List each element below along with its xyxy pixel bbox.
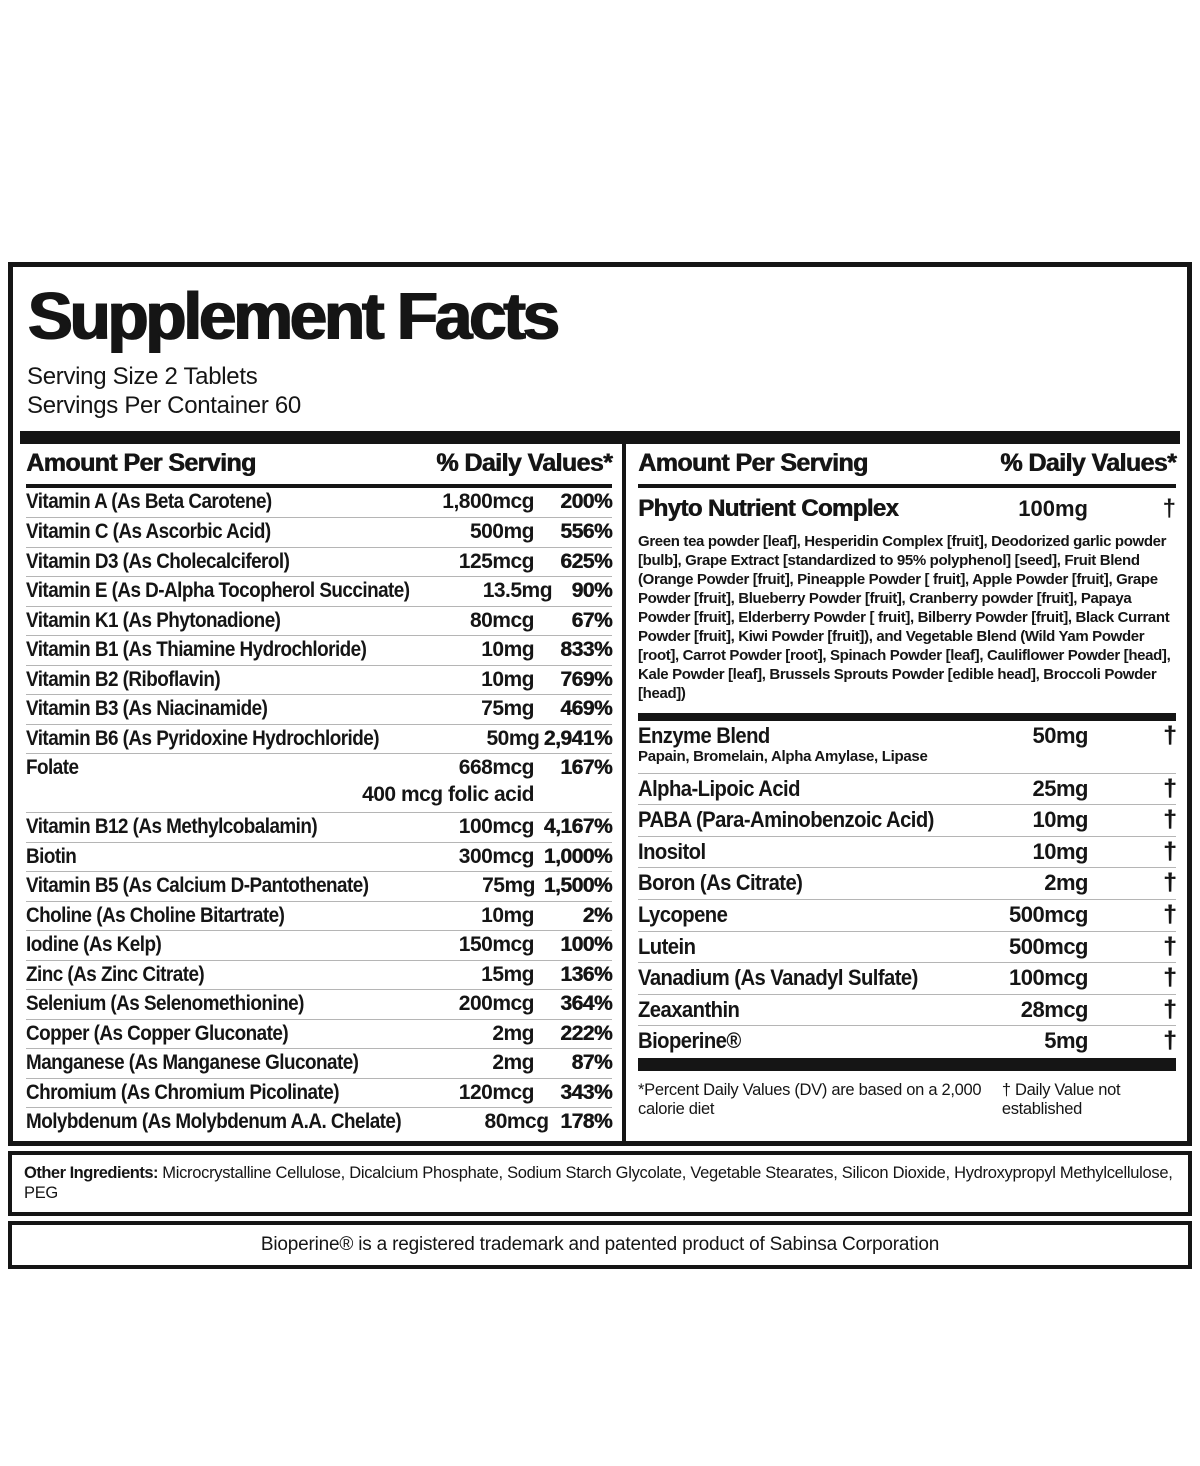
trademark-panel <box>8 1221 1192 1269</box>
right-column-header <box>638 444 1176 488</box>
header-divider-bar <box>20 431 1180 444</box>
table-row <box>638 962 1176 994</box>
main-panel <box>8 262 1192 1146</box>
nutrient-name: Boron (As Citrate) <box>638 870 803 896</box>
nutrient-dv: 100% <box>560 933 612 957</box>
nutrient-dv: 469% <box>560 697 612 721</box>
table-row <box>26 930 612 960</box>
table-row <box>638 931 1176 963</box>
nutrient-subtext: 400 mcg folic acid <box>362 783 534 807</box>
nutrient-amount: 13.5mg <box>482 579 553 603</box>
nutrient-dv: 90% <box>571 579 612 603</box>
nutrient-dv: 87% <box>571 1051 612 1075</box>
table-row <box>638 1025 1176 1057</box>
nutrient-amount: 150mcg <box>458 933 534 957</box>
table-row <box>26 635 612 665</box>
other-ingredients-list: Microcrystalline Cellulose, Dicalcium Phosphate, Sodium Starch Glycolate, Vegetable Stearates, Silicon Dioxide, Hydroxypropyl Methylcellulose, PEG <box>24 1163 1173 1203</box>
nutrient-amount: 500mg <box>469 520 534 544</box>
nutrient-amount: 25mg <box>1032 775 1088 801</box>
nutrient-name: Zinc (As Zinc Citrate) <box>26 962 205 986</box>
nutrient-amount: 80mcg <box>484 1110 549 1134</box>
nutrient-name: Molybdenum (As Molybdenum A.A. Chelate) <box>26 1110 402 1134</box>
right-rows <box>638 721 1176 1057</box>
nutrient-amount: 28mcg <box>1020 996 1088 1022</box>
nutrient-amount: 10mg <box>1032 838 1088 864</box>
nutrient-name: Vitamin B6 (As Pyridoxine Hydrochloride) <box>26 726 379 750</box>
nutrient-dv: 222% <box>560 1021 612 1045</box>
nutrient-amount: 100mcg <box>458 815 534 839</box>
table-row <box>638 867 1176 899</box>
table-row <box>638 721 1176 773</box>
nutrient-dv: 136% <box>560 962 612 986</box>
table-row <box>26 724 612 754</box>
nutrient-amount: 50mg <box>486 726 540 750</box>
right-column <box>626 444 1180 1141</box>
nutrient-amount: 300mcg <box>458 844 534 868</box>
left-column-header <box>26 444 612 488</box>
nutrient-name: Lycopene <box>638 901 728 927</box>
nutrient-amount: 50mg <box>1032 722 1088 748</box>
nutrient-dv: 2% <box>582 903 612 927</box>
dv-not-established-footnote: † Daily Value not established <box>1001 1080 1121 1118</box>
nutrient-dv: 1,500% <box>543 874 612 898</box>
nutrient-dv: 364% <box>560 992 612 1016</box>
nutrient-dv: 4,167% <box>543 815 612 839</box>
nutrient-dv: 1,000% <box>543 844 612 868</box>
table-row <box>26 488 612 518</box>
table-row <box>26 871 612 901</box>
table-row <box>26 842 612 872</box>
daily-values-header: % Daily Values* <box>1000 449 1176 478</box>
nutrient-name: Vitamin B1 (As Thiamine Hydrochloride) <box>26 638 367 662</box>
facts-columns <box>20 444 1180 1141</box>
amount-per-serving-header: Amount Per Serving <box>26 449 256 478</box>
nutrient-amount: 2mg <box>492 1021 534 1045</box>
table-row <box>26 665 612 695</box>
nutrient-name: Inositol <box>638 838 706 864</box>
table-row <box>638 836 1176 868</box>
nutrient-amount: 2mg <box>1044 870 1088 896</box>
nutrient-name: Vitamin B5 (As Calcium D-Pantothenate) <box>26 874 369 898</box>
nutrient-amount: 80mcg <box>469 608 534 632</box>
nutrient-amount: 100mcg <box>1009 965 1088 991</box>
nutrient-dv: † <box>1163 900 1176 928</box>
nutrient-amount: 100mg <box>1018 495 1088 521</box>
nutrient-subtext: Papain, Bromelain, Alpha Amylase, Lipase <box>638 747 928 765</box>
table-row <box>26 694 612 724</box>
table-row <box>638 773 1176 805</box>
nutrient-name: Vitamin B3 (As Niacinamide) <box>26 697 268 721</box>
footnotes <box>638 1071 1176 1119</box>
table-row <box>638 804 1176 836</box>
table-row <box>26 576 612 606</box>
nutrient-name: Manganese (As Manganese Gluconate) <box>26 1051 359 1075</box>
nutrient-amount: 5mg <box>1044 1028 1088 1054</box>
nutrient-name: Alpha-Lipoic Acid <box>638 775 800 801</box>
nutrient-name: Vitamin D3 (As Cholecalciferol) <box>26 549 290 573</box>
nutrient-name: Selenium (As Selenomethionine) <box>26 992 304 1016</box>
table-row <box>26 1107 612 1137</box>
table-row <box>26 606 612 636</box>
footnote-divider-bar <box>638 1058 1176 1071</box>
nutrient-amount: 668mcg <box>458 756 534 780</box>
nutrient-amount: 120mcg <box>458 1080 534 1104</box>
nutrient-amount: 15mg <box>481 962 534 986</box>
nutrient-dv: † <box>1163 774 1176 802</box>
nutrient-amount: 10mg <box>481 667 534 691</box>
nutrient-dv: † <box>1163 837 1176 865</box>
nutrient-dv: † <box>1163 1027 1176 1055</box>
left-rows <box>26 488 612 1137</box>
nutrient-dv: 200% <box>560 489 612 513</box>
nutrient-name: PABA (Para-Aminobenzoic Acid) <box>638 807 934 833</box>
nutrient-dv: 178% <box>560 1110 612 1134</box>
table-row <box>26 753 612 812</box>
supplement-facts-label <box>8 262 1192 1269</box>
table-row <box>26 901 612 931</box>
amount-per-serving-header: Amount Per Serving <box>638 449 868 478</box>
nutrient-name: Vitamin K1 (As Phytonadione) <box>26 608 281 632</box>
nutrient-amount: 1,800mcg <box>442 489 534 513</box>
nutrient-dv: 769% <box>560 667 612 691</box>
phyto-nutrient-complex-row <box>638 488 1176 530</box>
nutrient-amount: 500mcg <box>1009 933 1088 959</box>
nutrient-dv: 2,941% <box>543 726 612 750</box>
serving-size: Serving Size 2 Tablets <box>27 363 258 390</box>
nutrient-dv: † <box>1163 869 1176 897</box>
table-row <box>26 517 612 547</box>
servings-per-container: Servings Per Container 60 <box>27 392 301 420</box>
table-row <box>26 989 612 1019</box>
nutrient-dv: † <box>1163 964 1176 992</box>
other-ingredients-panel <box>8 1151 1192 1216</box>
nutrient-name: Choline (As Choline Bitartrate) <box>26 903 285 927</box>
dagger-symbol: † <box>1162 494 1176 522</box>
table-row <box>638 994 1176 1026</box>
nutrient-dv: † <box>1163 721 1176 749</box>
left-column <box>20 444 622 1141</box>
nutrient-amount: 125mcg <box>458 549 534 573</box>
nutrient-amount: 10mg <box>481 638 535 662</box>
nutrient-name: Enzyme Blend <box>638 722 770 748</box>
nutrient-amount: 10mg <box>1032 807 1088 833</box>
nutrient-name: Vitamin C (As Ascorbic Acid) <box>26 520 271 544</box>
nutrient-amount: 75mg <box>482 874 535 898</box>
other-ingredients-label: Other Ingredients: <box>24 1163 159 1182</box>
table-row <box>26 547 612 577</box>
nutrient-amount: 500mcg <box>1009 901 1088 927</box>
nutrient-dv: † <box>1163 806 1176 834</box>
nutrient-dv: 833% <box>560 638 612 662</box>
nutrient-name: Vitamin A (As Beta Carotene) <box>26 489 272 513</box>
daily-values-header: % Daily Values* <box>436 449 612 478</box>
nutrient-name: Copper (As Copper Gluconate) <box>26 1021 289 1045</box>
phyto-blend-description: Green tea powder [leaf], Hesperidin Complex [fruit], Deodorized garlic powder [bulb], Grape Extract [standardized to 95% polyphenol] [seed], Fruit Blend (Orange Powder [fruit], Pineapple Powder [ fruit], Apple Powder [fruit], Grape Powder [fruit], Blueberry Powder [fruit], Cranberry powder [fruit], Papaya Powder [fruit], Elderberry Powder [ fruit], Bilberry Powder [fruit], Black Currant Powder [fruit], Kiwi Powder [fruit]), and Vegetable Blend (Wild Yam Powder [root], Carrot Powder [root], Spinach Powder [leaf], Cauliflower Powder [head], Kale Powder [leaf], Brussels Sprouts Powder [edible head], Broccoli Powder [head]) <box>638 532 1171 702</box>
nutrient-name: Vitamin B2 (Riboflavin) <box>26 667 221 691</box>
nutrient-name: Chromium (As Chromium Picolinate) <box>26 1080 339 1104</box>
nutrient-amount: 10mg <box>481 903 534 927</box>
nutrient-name: Iodine (As Kelp) <box>26 933 162 957</box>
table-row <box>26 1019 612 1049</box>
nutrient-dv: 625% <box>560 549 612 573</box>
nutrient-name: Bioperine® <box>638 1028 741 1054</box>
label-header <box>13 267 1187 431</box>
nutrient-dv: 343% <box>560 1080 612 1104</box>
section-divider-bar <box>638 713 1176 721</box>
nutrient-name: Biotin <box>26 844 77 868</box>
nutrient-dv: 556% <box>560 520 612 544</box>
table-row <box>26 1048 612 1078</box>
nutrient-name: Phyto Nutrient Complex <box>638 494 899 522</box>
page-title: Supplement Facts <box>27 279 557 354</box>
table-row <box>26 812 612 842</box>
nutrient-amount: 75mg <box>481 697 534 721</box>
nutrient-dv: 67% <box>571 608 612 632</box>
nutrient-name: Folate <box>26 756 79 780</box>
nutrient-name: Vitamin B12 (As Methylcobalamin) <box>26 815 318 839</box>
nutrient-amount: 2mg <box>492 1051 534 1075</box>
table-row <box>638 899 1176 931</box>
nutrient-name: Vitamin E (As D-Alpha Tocopherol Succinate) <box>26 579 410 603</box>
nutrient-name: Lutein <box>638 933 696 959</box>
trademark-notice: Bioperine® is a registered trademark and patented product of Sabinsa Corporation <box>260 1233 940 1255</box>
nutrient-dv: 167% <box>560 756 612 780</box>
nutrient-dv: † <box>1163 995 1176 1023</box>
percent-dv-footnote: *Percent Daily Values (DV) are based on a 2,000 calorie diet <box>638 1080 982 1118</box>
nutrient-name: Vanadium (As Vanadyl Sulfate) <box>638 965 918 991</box>
table-row <box>26 1078 612 1108</box>
nutrient-dv: † <box>1163 932 1176 960</box>
nutrient-amount: 200mcg <box>458 992 534 1016</box>
nutrient-name: Zeaxanthin <box>638 996 740 1022</box>
table-row <box>26 960 612 990</box>
